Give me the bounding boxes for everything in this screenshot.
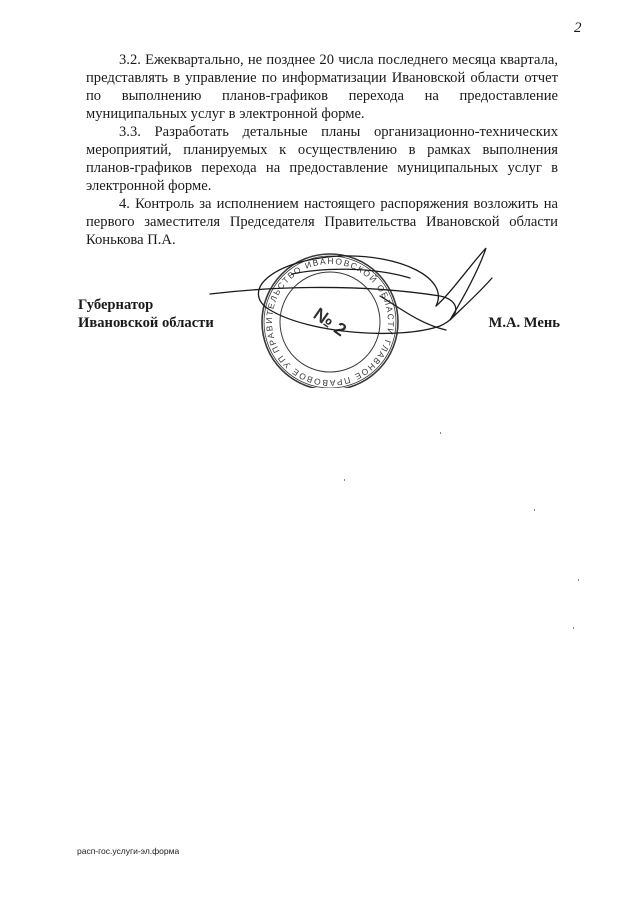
scan-speck: [573, 627, 574, 629]
seal-ring-text: ПРАВИТЕЛЬСТВО ИВАНОВСКОЙ ОБЛАСТИ ГЛАВНОЕ ПРАВОВОЕ УПРАВЛЕНИЕ: [263, 255, 397, 388]
signatory-title-line1: Губернатор: [78, 297, 154, 313]
signature-block: [78, 296, 560, 336]
page-number: 2: [574, 20, 582, 36]
signatory-title: [78, 296, 214, 332]
paragraph-3-2: 3.2. Ежеквартально, не позднее 20 числа последнего месяца квартала, представлять в управление по информатизации Ивановской области отчет по выполнению планов-графиков перехода на предоставление муниципальных услуг в электронной форме.: [86, 52, 558, 122]
paragraph-4: 4. Контроль за исполнением настоящего распоряжения возложить на первого заместителя Председателя Правительства Ивановской области Конькова П.А.: [86, 196, 558, 248]
scan-speck: [534, 509, 535, 511]
paragraph-3-3: 3.3. Разработать детальные планы организационно-технических мероприятий, планируемых к осуществлению в рамках выполнения планов-графиков перехода на предоставление муниципальных услуг в электронной форме.: [86, 124, 558, 194]
seal-center-number: № 2: [309, 303, 351, 341]
signatory-title-line2: Ивановской области: [78, 315, 214, 331]
scan-speck: [440, 432, 441, 434]
scan-speck: [344, 479, 345, 481]
signatory-name: М.А. Мень: [488, 315, 560, 331]
file-reference-footer: расп-гос.услуги-эл.форма: [77, 846, 180, 856]
document-body: [86, 51, 558, 249]
scan-speck: [578, 579, 579, 581]
